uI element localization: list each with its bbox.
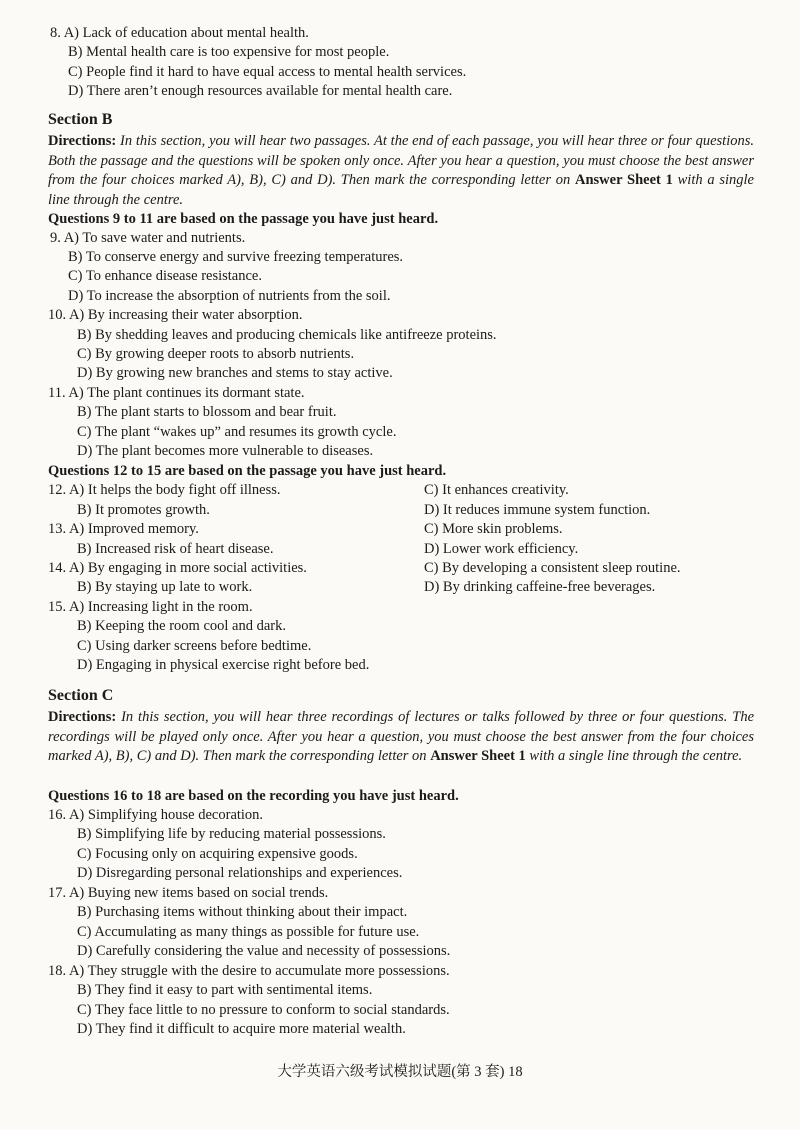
q13-option-d: D) Lower work efficiency. — [424, 541, 579, 557]
q17-option-b: B) Purchasing items without thinking about their impact. — [77, 904, 408, 920]
q8-option-a: 8. A) Lack of education about mental health. — [50, 25, 309, 41]
q12-15-heading: Questions 12 to 15 are based on the passage you have just heard. — [48, 463, 447, 479]
section-c-directions — [48, 708, 754, 767]
q17-option-d: D) Carefully considering the value and necessity of possessions. — [77, 943, 451, 959]
q16-option-b: B) Simplifying life by reducing material possessions. — [77, 826, 386, 842]
q14-option-d: D) By drinking caffeine-free beverages. — [424, 579, 656, 595]
q9-option-a: 9. A) To save water and nutrients. — [50, 230, 246, 246]
q10-option-b: B) By shedding leaves and producing chemicals like antifreeze proteins. — [77, 327, 497, 343]
q12-option-d: D) It reduces immune system function. — [424, 502, 651, 518]
q12-option-a: 12. A) It helps the body fight off illness. — [48, 482, 281, 498]
q9-11-heading: Questions 9 to 11 are based on the passage you have just heard. — [48, 211, 439, 227]
q8-option-d: D) There aren’t enough resources available for mental health care. — [68, 83, 453, 99]
q11-option-c: C) The plant “wakes up” and resumes its growth cycle. — [77, 424, 397, 440]
q13-option-a: 13. A) Improved memory. — [48, 521, 199, 537]
q16-option-c: C) Focusing only on acquiring expensive goods. — [77, 846, 358, 862]
q15-option-b: B) Keeping the room cool and dark. — [77, 618, 286, 634]
q10-option-a: 10. A) By increasing their water absorption. — [48, 307, 303, 323]
q10-option-d: D) By growing new branches and stems to stay active. — [77, 365, 393, 381]
section-b-directions — [48, 132, 754, 210]
section-c-directions-end: with a single line through the centre. — [525, 748, 743, 764]
q18-option-a: 18. A) They struggle with the desire to accumulate more possessions. — [48, 963, 450, 979]
q13-option-b: B) Increased risk of heart disease. — [77, 541, 274, 557]
q8-option-c: C) People find it hard to have equal access to mental health services. — [68, 64, 467, 80]
section-b-answer-sheet: Answer Sheet 1 — [575, 172, 673, 188]
q9-option-d: D) To increase the absorption of nutrients from the soil. — [68, 288, 391, 304]
q9-option-c: C) To enhance disease resistance. — [68, 268, 262, 284]
q15-option-c: C) Using darker screens before bedtime. — [77, 638, 312, 654]
q16-18-heading: Questions 16 to 18 are based on the recording you have just heard. — [48, 788, 459, 804]
q8-option-b: B) Mental health care is too expensive for most people. — [68, 44, 390, 60]
q17-option-a: 17. A) Buying new items based on social trends. — [48, 885, 329, 901]
page-footer: 大学英语六级考试模拟试题(第 3 套) 18 — [277, 1064, 523, 1080]
q11-option-d: D) The plant becomes more vulnerable to diseases. — [77, 443, 374, 459]
q14-option-a: 14. A) By engaging in more social activities. — [48, 560, 307, 576]
section-b-title: Section B — [48, 111, 113, 128]
section-c-directions-label: Directions: — [48, 709, 117, 725]
section-c-directions-text: In this section, you will hear three recordings of lectures or talks followed by three or four questions. The recordings will be played only once. After you hear a question, you must choose the best answer from the four choices marked A), B), C) and D). Then mark the corresponding letter on — [48, 709, 755, 764]
q18-option-b: B) They find it easy to part with sentimental items. — [77, 982, 373, 998]
q12-option-c: C) It enhances creativity. — [424, 482, 569, 498]
q9-option-b: B) To conserve energy and survive freezing temperatures. — [68, 249, 404, 265]
q15-option-a: 15. A) Increasing light in the room. — [48, 599, 253, 615]
section-c-title: Section C — [48, 687, 114, 704]
q16-option-a: 16. A) Simplifying house decoration. — [48, 807, 264, 823]
section-b-directions-text: In this section, you will hear two passages. At the end of each passage, you will hear three or four questions. Both the passage and the questions will be spoken only once. After you hear a question, you must choose the best answer from the four choices marked A), B), C) and D). Then mark the corresponding letter on — [48, 133, 755, 188]
q18-option-d: D) They find it difficult to acquire more material wealth. — [77, 1021, 406, 1037]
q10-option-c: C) By growing deeper roots to absorb nutrients. — [77, 346, 355, 362]
q11-option-a: 11. A) The plant continues its dormant state. — [48, 385, 305, 401]
q13-option-c: C) More skin problems. — [424, 521, 563, 537]
section-b-directions-label: Directions: — [48, 133, 117, 149]
section-b-directions-end: with a single line through the centre. — [48, 172, 754, 208]
q12-option-b: B) It promotes growth. — [77, 502, 210, 518]
section-c-answer-sheet: Answer Sheet 1 — [430, 748, 526, 764]
q16-option-d: D) Disregarding personal relationships and experiences. — [77, 865, 403, 881]
q14-option-b: B) By staying up late to work. — [77, 579, 253, 595]
q18-option-c: C) They face little to no pressure to conform to social standards. — [77, 1002, 450, 1018]
q11-option-b: B) The plant starts to blossom and bear fruit. — [77, 404, 337, 420]
q17-option-c: C) Accumulating as many things as possible for future use. — [77, 924, 420, 940]
q15-option-d: D) Engaging in physical exercise right before bed. — [77, 657, 370, 673]
q14-option-c: C) By developing a consistent sleep routine. — [424, 560, 681, 576]
